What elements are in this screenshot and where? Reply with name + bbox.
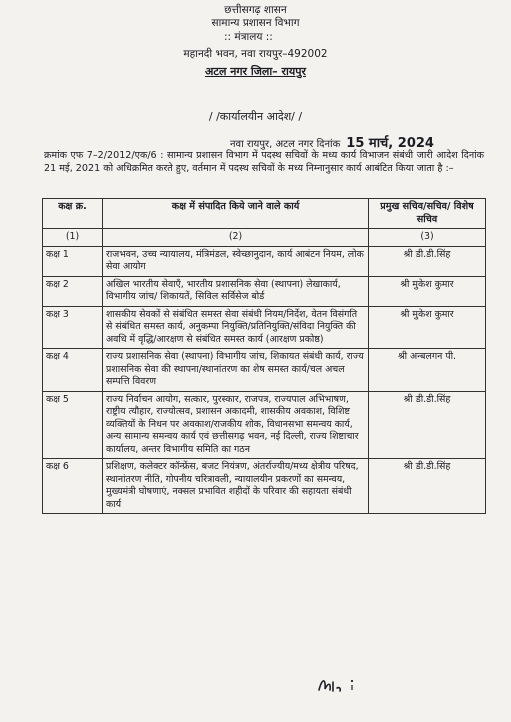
room-cell: कक्ष 5	[43, 391, 103, 459]
officer-cell: श्री डी.डी.सिंह	[369, 391, 486, 459]
room-cell: कक्ष 1	[43, 246, 103, 276]
work-allocation-table	[42, 198, 486, 514]
work-cell: प्रशिक्षण, कलेक्टर कॉन्फ्रेंस, बजट नियंत्रण, अंतर्राज्यीय/मध्य क्षेत्रीय परिषद, स्थानांतरण नीति, गोपनीय चरित्रावली, न्यायालयीन प्रकरणों का समन्वय, मुख्यमंत्री घोषणाएं, नक्सल प्रभावित शहीदों के परिवार की सहायता संबंधी कार्य	[103, 459, 369, 514]
table-row	[43, 276, 486, 306]
order-paragraph: क्रमांक एफ 7–2/2012/एक/6 : सामान्य प्रशासन विभाग में पदस्थ सचिवों के मध्य कार्य विभाजन संबंधी जारी आदेश दिनांक 21 मई, 2021 को अधिक्रमित करते हुए, वर्तमान में पदस्थ सचिवों के मध्य निम्नानुसार कार्य आबंटित किया जाता है :–	[44, 150, 484, 174]
address-line: महानदी भवन, नवा रायपुर–492002	[183, 48, 328, 60]
col-header-room: कक्ष क्र.	[43, 199, 103, 229]
work-cell: राज्य प्रशासनिक सेवा (स्थापना) विभागीय जांच, शिकायत संबंधी कार्य, राज्य प्रशासनिक सेवा की स्थापना/स्थानांतरण का शेष समस्त कार्य/चल अचल सम्पत्ति विवरण	[103, 349, 369, 392]
column-number-row	[43, 229, 486, 247]
department-name: सामान्य प्रशासन विभाग	[211, 17, 300, 29]
district-line: अटल नगर जिला– रायपुर	[205, 65, 306, 78]
govt-name: छत्तीसगढ़ शासन	[224, 4, 287, 16]
col-number: (1)	[43, 229, 103, 247]
work-cell: अखिल भारतीय सेवाएँ, भारतीय प्रशासनिक सेवा (स्थापना) लेखाकार्य, विभागीय जांच/ शिकायतें, सिविल सर्विसेज बोर्ड	[103, 276, 369, 306]
work-cell: राज्य निर्वाचन आयोग, सत्कार, पुरस्कार, राजपत्र, राज्यपाल अभिभाषण, राष्ट्रीय त्यौहार, राज्योत्सव, प्रशासन अकादमी, शासकीय अवकाश, विशिष्ट व्यक्तियों के निधन पर अवकाश/राजकीय शोक, विधानसभा समन्वय कार्य, अन्य सामान्य समन्वय कार्य एवं छत्तीसगढ़ भवन, नई दिल्ली, राज्य शिष्टाचार कार्यालय, अन्तर विभागीय समिति का गठन	[103, 391, 369, 459]
col-number: (3)	[369, 229, 486, 247]
order-title: / /कार्यालयीन आदेश/ /	[208, 110, 303, 123]
table-row	[43, 349, 486, 392]
table-row	[43, 459, 486, 514]
officer-cell: श्री मुकेश कुमार	[369, 276, 486, 306]
signature-icon	[316, 674, 360, 696]
col-header-officer: प्रमुख सचिव/सचिव/ विशेष सचिव	[369, 199, 486, 229]
date-place: नवा रायपुर, अटल नगर दिनांक	[230, 139, 341, 150]
order-date: 15 मार्च, 2024	[346, 136, 434, 151]
table-row	[43, 306, 486, 349]
table-header-row	[43, 199, 486, 229]
work-cell: राजभवन, उच्च न्यायालय, मंत्रिमंडल, स्वेच्छानुदान, कार्य आबंटन नियम, लोक सेवा आयोग	[103, 246, 369, 276]
col-header-work: कक्ष में संपादित किये जाने वाले कार्य	[103, 199, 369, 229]
room-cell: कक्ष 4	[43, 349, 103, 392]
room-cell: कक्ष 2	[43, 276, 103, 306]
officer-cell: श्री अन्बलगन पी.	[369, 349, 486, 392]
table-row	[43, 246, 486, 276]
col-number: (2)	[103, 229, 369, 247]
table-row	[43, 391, 486, 459]
room-cell: कक्ष 6	[43, 459, 103, 514]
officer-cell: श्री डी.डी.सिंह	[369, 246, 486, 276]
officer-cell: श्री डी.डी.सिंह	[369, 459, 486, 514]
officer-cell: श्री मुकेश कुमार	[369, 306, 486, 349]
work-cell: शासकीय सेवकों से संबंधित समस्त सेवा संबंधी नियम/निर्देश, वेतन विसंगति से संबंधित समस्त कार्य, अनुकम्पा नियुक्ति/प्रतिनियुक्ति/संविदा नियुक्ति की अवधि में वृद्धि/आरक्षण से संबंधित समस्त कार्य (आरक्षण प्रकोष्ठ)	[103, 306, 369, 349]
room-cell: कक्ष 3	[43, 306, 103, 349]
ministry-label: :: मंत्रालय ::	[224, 31, 273, 43]
